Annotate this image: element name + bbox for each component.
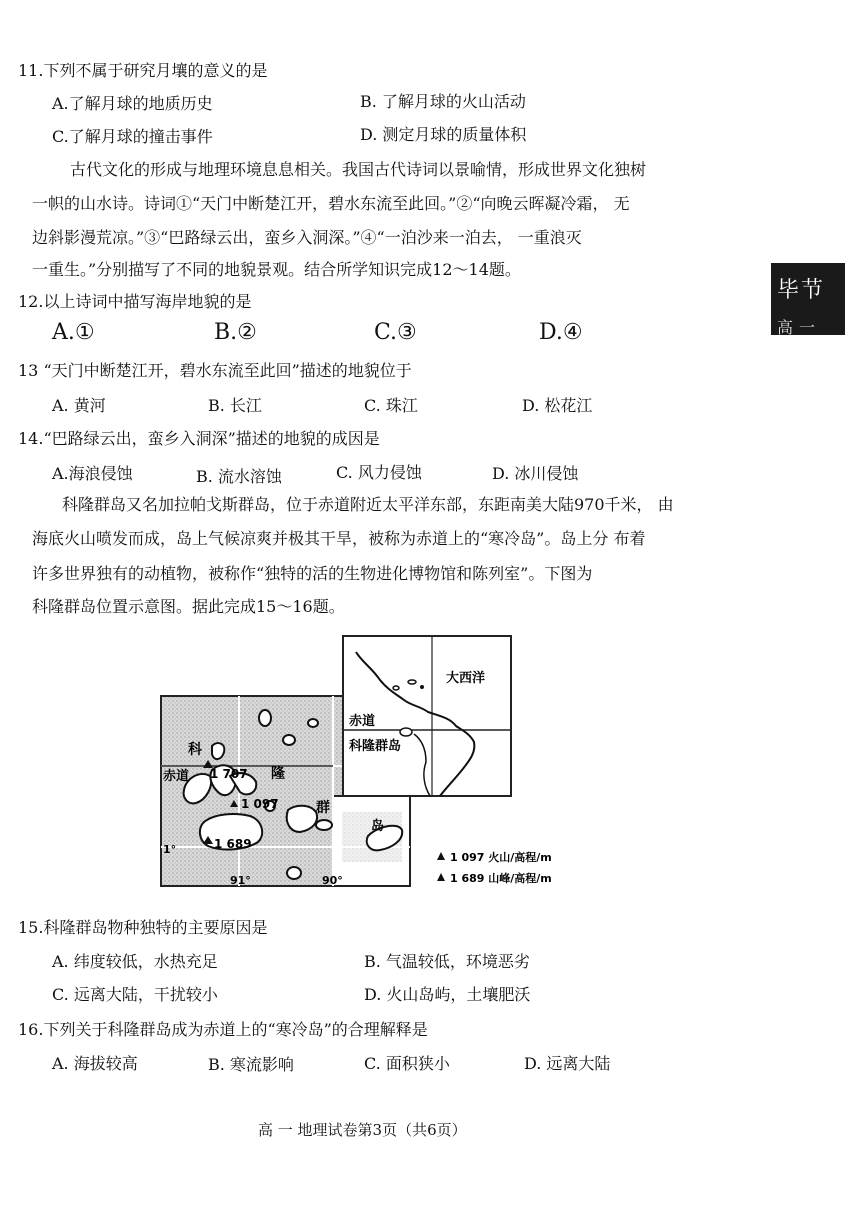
inset-label-galapagos: 科隆群岛 [349, 739, 402, 754]
question-13-option-d[interactable]: D. 松花江 [522, 396, 593, 415]
question-11-option-c[interactable]: C.了解月球的撞击事件 [52, 127, 213, 146]
question-13-option-a[interactable]: A. 黄河 [52, 396, 106, 415]
passage-1-line-4: 一重生。”分别描写了不同的地貌景观。结合所学知识完成12～14题。 [32, 260, 521, 279]
side-tab-school: 毕节 [777, 278, 826, 303]
question-14-stem: 14.“巴路绿云出，蛮乡入洞深”描述的地貌的成因是 [18, 429, 380, 448]
question-12-option-c[interactable]: C.③ [374, 320, 417, 345]
question-11-option-b[interactable]: B. 了解月球的火山活动 [360, 92, 526, 111]
map-label-long: 隆 [271, 766, 285, 782]
question-15-option-d[interactable]: D. 火山岛屿，土壤肥沃 [364, 985, 531, 1004]
inset-label-atlantic: 大西洋 [446, 671, 486, 686]
question-15-stem: 15.科隆群岛物种独特的主要原因是 [18, 918, 268, 937]
peak-1707-label: 1 707 [210, 767, 248, 781]
latitude-1-label: 1° [163, 843, 177, 856]
map-label-ke: 科 [188, 742, 202, 758]
peak-1689-label: 1 689 [214, 837, 252, 851]
question-13-option-b[interactable]: B. 长江 [208, 396, 262, 415]
map-label-qun: 群 [316, 800, 330, 816]
inset-label-equator: 赤道 [349, 714, 376, 729]
passage-2-line-4: 科隆群岛位置示意图。据此完成15～16题。 [32, 597, 345, 616]
question-12-option-a[interactable]: A.① [52, 320, 95, 345]
passage-1-line-3: 边斜影漫荒凉。”③“巴路绿云出，蛮乡入洞深。”④“一泊沙来一泊去， 一重浪灭 [32, 228, 582, 247]
question-15-option-a[interactable]: A. 纬度较低，水热充足 [52, 952, 218, 971]
legend-volcano: 1 097 火山/高程/m [450, 851, 552, 864]
question-14-option-d[interactable]: D. 冰川侵蚀 [492, 464, 579, 483]
volcano-1097-label: 1 097 [241, 797, 279, 811]
question-16-option-b[interactable]: B. 寒流影响 [208, 1055, 294, 1074]
question-13-option-c[interactable]: C. 珠江 [364, 396, 418, 415]
map-label-dao: 岛 [371, 819, 385, 834]
passage-1-line-2: 一帜的山水诗。诗词①“天门中断楚江开，碧水东流至此回。”②“向晚云晖凝冷霜， 无 [32, 194, 630, 213]
longitude-91-label: 91° [230, 874, 251, 887]
passage-2-line-3: 许多世界独有的动植物，被称作“独特的活的生物进化博物馆和陈列室”。下图为 [32, 564, 593, 583]
passage-1-line-1: 古代文化的形成与地理环境息息相关。我国古代诗词以景喻情，形成世界文化独树 [70, 160, 647, 179]
question-11-option-a[interactable]: A.了解月球的地质历史 [52, 94, 213, 113]
question-15-option-b[interactable]: B. 气温较低，环境恶劣 [364, 952, 530, 971]
map-label-equator: 赤道 [163, 769, 190, 784]
question-16-stem: 16.下列关于科隆群岛成为赤道上的“寒冷岛”的合理解释是 [18, 1020, 428, 1039]
question-11-option-d[interactable]: D. 测定月球的质量体积 [360, 125, 527, 144]
question-13-stem: 13 “天门中断楚江开，碧水东流至此回”描述的地貌位于 [18, 361, 412, 380]
question-16-option-a[interactable]: A. 海拔较高 [52, 1054, 138, 1073]
question-14-option-a[interactable]: A.海浪侵蚀 [52, 464, 133, 483]
volcano-icon [437, 852, 445, 860]
passage-2-line-1: 科隆群岛又名加拉帕戈斯群岛，位于赤道附近太平洋东部，东距南美大陆970千米， 由 [62, 495, 674, 514]
question-11-stem: 11.下列不属于研究月壤的意义的是 [18, 61, 268, 80]
page-footer: 高 一 地理试卷第3页（共6页） [258, 1121, 467, 1139]
inset-map [343, 636, 511, 796]
map-legend [437, 850, 552, 885]
question-16-option-c[interactable]: C. 面积狭小 [364, 1054, 450, 1073]
question-12-option-b[interactable]: B.② [214, 320, 257, 345]
question-14-option-b[interactable]: B. 流水溶蚀 [196, 467, 282, 486]
legend-peak: 1 689 山峰/高程/m [450, 872, 552, 885]
question-16-option-d[interactable]: D. 远离大陆 [524, 1054, 611, 1073]
longitude-90-label: 90° [322, 874, 343, 887]
side-tab-grade: 高一 [777, 318, 822, 337]
question-14-option-c[interactable]: C. 风力侵蚀 [336, 463, 422, 482]
question-12-option-d[interactable]: D.④ [539, 320, 583, 345]
question-15-option-c[interactable]: C. 远离大陆，干扰较小 [52, 985, 218, 1004]
peak-icon [437, 873, 445, 881]
question-12-stem: 12.以上诗词中描写海岸地貌的是 [18, 292, 252, 311]
passage-2-line-2: 海底火山喷发而成，岛上气候凉爽并极其干旱，被称为赤道上的“寒冷岛”。岛上分 布着 [32, 529, 646, 548]
